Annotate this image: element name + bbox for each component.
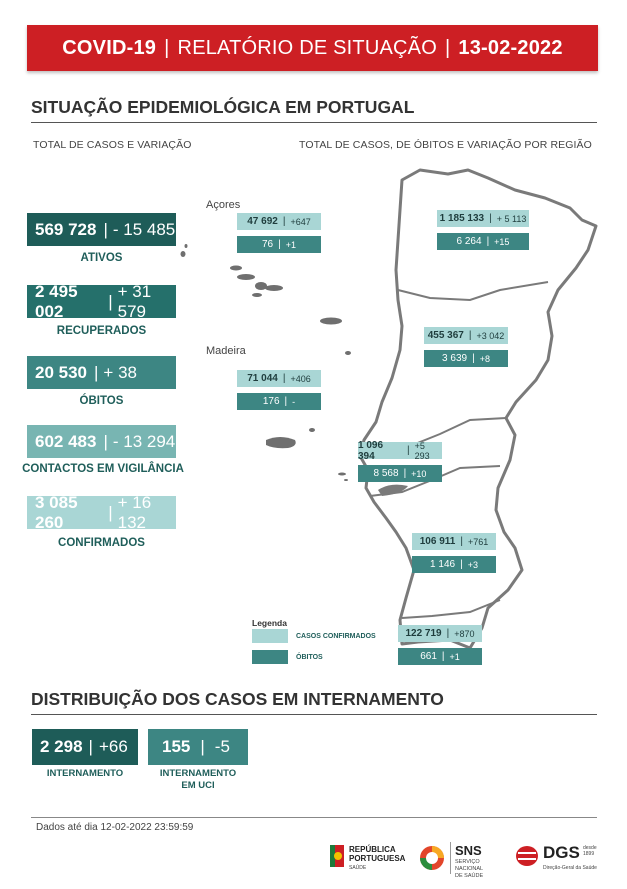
armillary-sphere-icon [334,852,342,860]
region-centro-cases-box: 455 367 | +3 042 [424,327,508,344]
icu-change: -5 [214,737,230,756]
region-alentejo-cases-value: 106 911 [419,536,456,547]
stat-value-recovered: 2 495 002 [35,281,78,321]
stat-change-active: - 15 485 [112,219,176,239]
portugal-map [170,150,610,660]
stat-value-contacts: 602 483 [35,431,97,451]
stat-box-active: 569 728 | - 15 485 [27,213,176,246]
region-madeira-deaths-box: 176 | - [237,393,321,410]
region-alentejo-deaths-change: +3 [467,559,478,570]
sns-swirl-icon [418,844,446,872]
region-algarve-cases-box: 122 719 | +870 [398,625,482,642]
stat-value-confirmed: 3 085 260 [35,492,78,532]
header-report-title: RELATÓRIO DE SITUAÇÃO [177,36,437,59]
icu-box: 155 | -5 [148,729,248,765]
stat-box-deaths: 20 530 | + 38 [27,356,176,389]
region-norte-cases-box: 1 185 133 | + 5 113 [437,210,529,227]
subtitle-by-region: TOTAL DE CASOS, DE ÓBITOS E VARIAÇÃO POR REGIÃO [299,139,592,151]
stat-value-deaths: 20 530 [35,362,87,382]
madeira-islands [266,428,348,481]
header-date: 13-02-2022 [458,36,563,59]
legend-swatch-deaths [252,650,288,664]
stat-value-active: 569 728 [35,219,97,239]
stat-label-contacts: CONTACTOS EM VIGILÂNCIA [22,463,184,475]
sns-logo: SNS SERVIÇO NACIONAL DE SAÚDE [418,842,504,876]
stat-label-active: ATIVOS [80,252,123,264]
region-lvt-cases-value: 1 096 394 [358,439,384,462]
legend-swatch-confirmed [252,629,288,643]
stat-change-confirmed: + 16 132 [117,492,152,532]
region-alentejo-deaths-box: 1 146 | +3 [412,556,496,573]
region-lvt-deaths-change: +10 [411,468,427,479]
hospitalization-box: 2 298 | +66 [32,729,138,765]
subtitle-total-cases: TOTAL DE CASOS E VARIAÇÃO [33,139,192,151]
region-madeira-deaths-change: - [292,396,296,407]
region-madeira-cases-value: 71 044 [247,373,278,384]
icu-value: 155 [162,737,191,756]
region-centro-deaths-box: 3 639 | +8 [424,350,508,367]
footer-divider [31,817,597,818]
region-algarve-deaths-value: 661 [420,651,437,662]
region-algarve-cases-change: +870 [454,628,475,639]
stat-label-confirmed: CONFIRMADOS [58,537,145,549]
region-acores-cases-box: 47 692 | +647 [237,213,321,230]
region-algarve-deaths-box: 661 | +1 [398,648,482,665]
region-lvt-cases-box: 1 096 394 | +5 293 [358,442,442,459]
region-centro-cases-value: 455 367 [427,330,464,341]
region-centro-deaths-value: 3 639 [442,353,468,364]
region-norte-deaths-change: +15 [494,236,510,247]
hospitalization-change: +66 [98,737,128,756]
region-algarve-cases-value: 122 719 [405,628,442,639]
data-date-note: Dados até dia 12-02-2022 23:59:59 [36,822,194,833]
region-norte-deaths-value: 6 264 [456,236,482,247]
region-algarve-deaths-change: +1 [449,651,460,662]
region-norte-cases-value: 1 185 133 [439,213,485,224]
region-lvt-deaths-value: 8 568 [373,468,399,479]
legend-text-deaths: ÓBITOS [296,654,323,661]
region-centro-deaths-change: +8 [479,353,490,364]
region-alentejo-deaths-value: 1 146 [430,559,456,570]
region-alentejo-cases-change: +761 [467,536,489,547]
region-acores-cases-value: 47 692 [247,216,278,227]
region-acores-cases-change: +647 [290,216,311,227]
hospitalization-label: INTERNAMENTO [46,768,124,779]
region-lvt-deaths-box: 8 568 | +10 [358,465,442,482]
region-acores-deaths-change: +1 [285,239,296,250]
region-norte-deaths-box: 6 264 | +15 [437,233,529,250]
region-label-acores: Açores [206,199,241,211]
region-norte-cases-change: + 5 113 [496,213,527,224]
region-acores-deaths-box: 76 | +1 [237,236,321,253]
stat-box-confirmed: 3 085 260 | + 16 132 [27,496,176,529]
header-covid: COVID-19 [62,36,157,59]
region-madeira-cases-box: 71 044 | +406 [237,370,321,387]
region-centro-cases-change: +3 042 [476,330,505,341]
republica-portuguesa-logo: REPÚBLICA PORTUGUESA SAÚDE [330,843,412,875]
region-lvt-cases-change: +5 293 [414,440,430,461]
legend-text-confirmed: CASOS CONFIRMADOS [296,633,376,640]
stat-box-contacts: 602 483 | - 13 294 [27,425,176,458]
region-madeira-deaths-value: 176 [262,396,280,407]
dgs-emblem-icon [515,845,539,867]
stat-change-contacts: - 13 294 [112,431,176,451]
stat-label-deaths: ÓBITOS [79,395,124,407]
region-madeira-cases-change: +406 [290,373,311,384]
region-label-madeira: Madeira [206,345,246,357]
icu-label: INTERNAMENTO EM UCI [159,768,237,791]
stat-label-recovered: RECUPERADOS [56,325,147,337]
report-header: COVID-19 | RELATÓRIO DE SITUAÇÃO | 13-02-2022 [27,25,598,71]
stat-box-recovered: 2 495 002 | + 31 579 [27,285,176,318]
dgs-logo: DGS desde 1899 Direção-Geral da Saúde [515,843,601,875]
stat-change-recovered: + 31 579 [117,281,152,321]
region-alentejo-cases-box: 106 911 | +761 [412,533,496,550]
hospitalization-value: 2 298 [40,737,83,756]
section-title-hospitalization: DISTRIBUIÇÃO DOS CASOS EM INTERNAMENTO [31,689,597,715]
stat-change-deaths: + 38 [103,362,137,382]
region-acores-deaths-value: 76 [262,239,274,250]
section-title-epidemiological: SITUAÇÃO EPIDEMIOLÓGICA EM PORTUGAL [31,97,597,123]
legend-title: Legenda [252,618,287,628]
azores-islands [181,244,352,355]
